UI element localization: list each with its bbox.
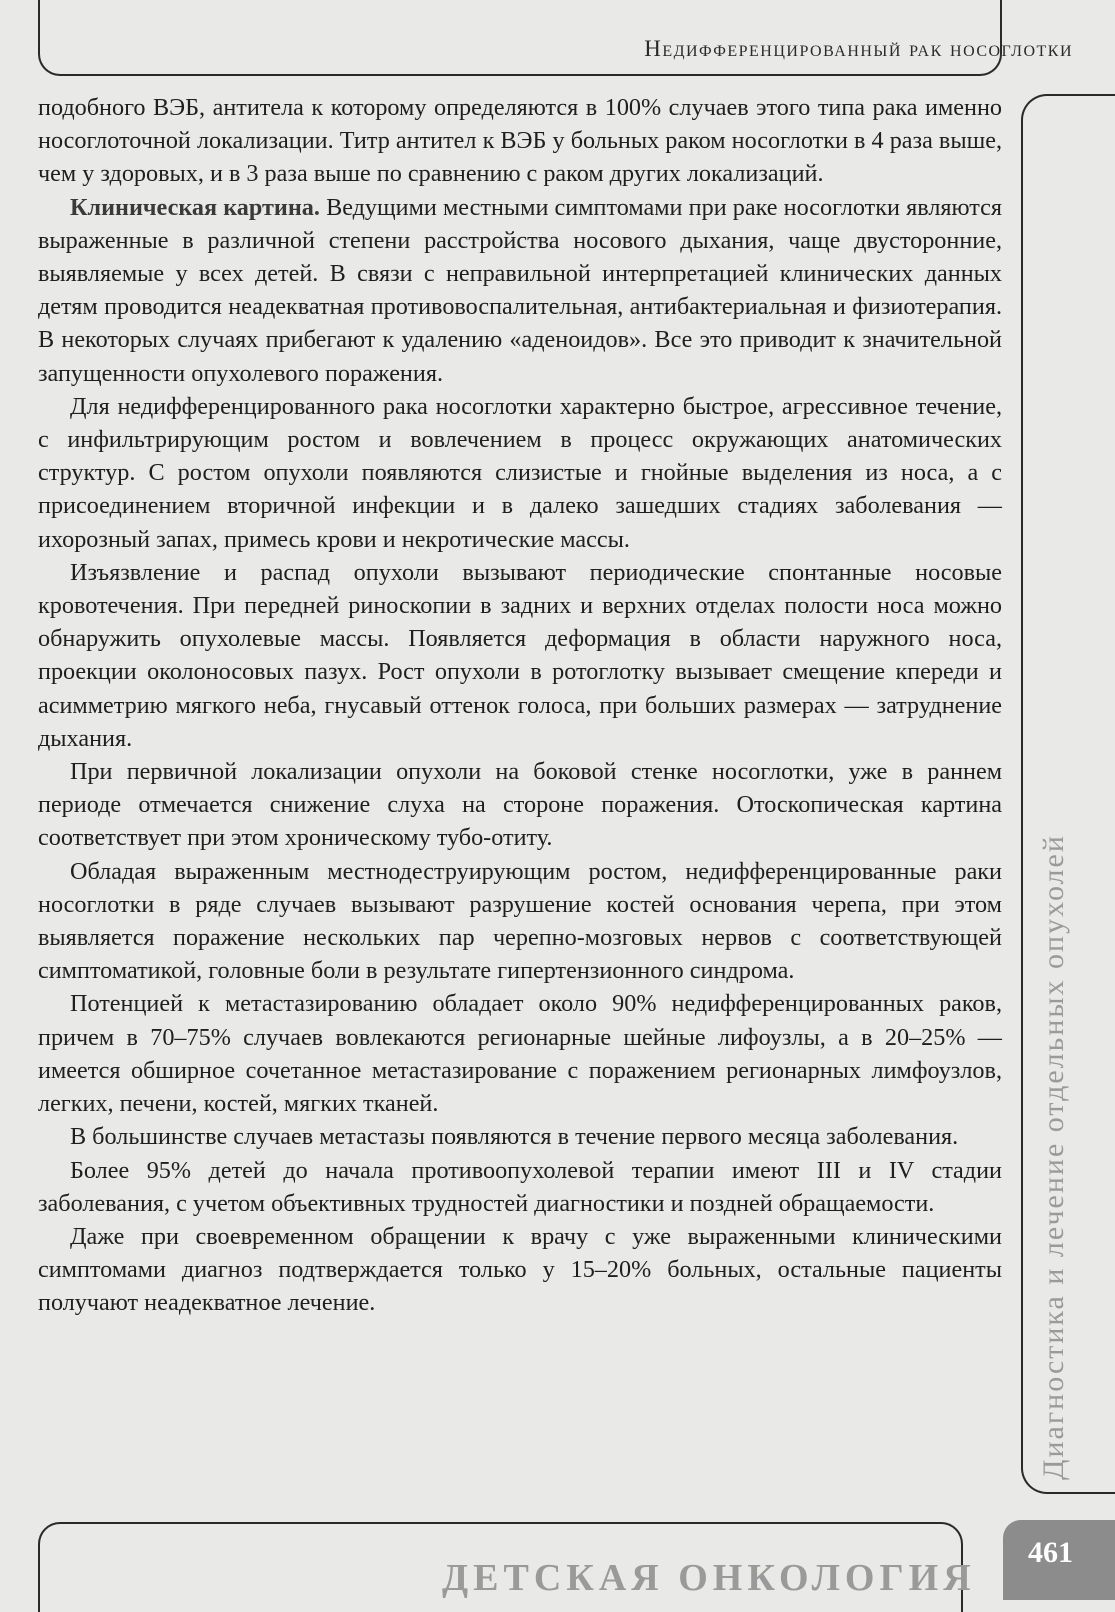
footer-book-title: ДЕТСКАЯ ОНКОЛОГИЯ xyxy=(442,1557,976,1599)
paragraph: Обладая выраженным местнодеструирующим ростом, недифференцированные раки носоглотки в ряде случаев вызывают разрушение костей основания черепа, при этом выявляется поражение нескольких пар черепно-мозговых нервов с соответствующей симптоматикой, головные боли в результате гипертензионного синдрома. xyxy=(38,857,1002,985)
paragraph: При первичной локализации опухоли на боковой стенке носоглотки, уже в раннем периоде отмечается снижение слуха на стороне поражения. Отоскопическая картина соответствует при этом хроническому тубо-отиту. xyxy=(38,758,1002,852)
page-number: 461 xyxy=(1028,1536,1073,1569)
paragraph: Более 95% детей до начала противоопухолевой терапии имеют III и IV стадии заболевания, с учетом объективных трудностей диагностики и поздней обращаемости. xyxy=(38,1156,1002,1217)
paragraph: подобного ВЭБ, антитела к которому определяются в 100% случаев этого типа рака именно носоглоточной локализации. Титр антител к ВЭБ у больных раком носоглотки в 4 раза выше, чем у здоровых, и в 3 раза выше по сравнению с раком других локализаций. xyxy=(38,94,1002,188)
paragraph-clinical xyxy=(38,191,1002,390)
body-text xyxy=(38,91,1002,1320)
running-header: Недифференцированный рак носоглотки xyxy=(644,36,1073,61)
paragraph-text: Ведущими местными симптомами при раке носоглотки являются выраженные в различной степени расстройства носового дыхания, чаще двусторонние, выявляемые у всех детей. В связи с неправильной интерпретацией клинических данных детям проводится неадекватная противовоспалительная, антибактериальная и физиотерапия. В некоторых случаях прибегают к удалению «аденоидов». Все это приводит к значительной запущенности опухолевого поражения. xyxy=(38,193,1002,387)
side-section-title: Диагностика и лечение отдельных опухолей xyxy=(1037,834,1070,1480)
paragraph: Изъязвление и распад опухоли вызывают периодические спонтанные носовые кровотечения. При передней риноскопии в задних и верхних отделах полости носа можно обнаружить опухолевые массы. Появляется деформация в области наружного носа, проекции околоносовых пазух. Рост опухоли в ротоглотку вызывает смещение кпереди и асимметрию мягкого неба, гнусавый оттенок голоса, при больших размерах — затруднение дыхания. xyxy=(38,558,1002,752)
section-lead: Клиническая картина. xyxy=(70,193,320,221)
paragraph: Потенцией к метастазированию обладает около 90% недифференцированных раков, причем в 70–75% случаев вовлекаются регионарные шейные лифоузлы, а в 20–25% — имеется обширное сочетанное метастазирование с поражением регионарных лимфоузлов, легких, печени, костей, мягких тканей. xyxy=(38,990,1002,1118)
paragraph: Для недифференцированного рака носоглотки характерно быстрое, агрессивное течение, с инфильтрирующим ростом и вовлечением в процесс окружающих анатомических структур. С ростом опухоли появляются слизистые и гнойные выделения из носа, а с присоединением вторичной инфекции и в далеко зашедших стадиях заболевания — ихорозный запах, примесь крови и некротические массы. xyxy=(38,392,1002,553)
paragraph: Даже при своевременном обращении к врачу с уже выраженными клиническими симптомами диагноз подтверждается только у 15–20% больных, остальные пациенты получают неадекватное лечение. xyxy=(38,1222,1002,1317)
paragraph: В большинстве случаев метастазы появляются в течение первого месяца заболевания. xyxy=(70,1123,959,1151)
